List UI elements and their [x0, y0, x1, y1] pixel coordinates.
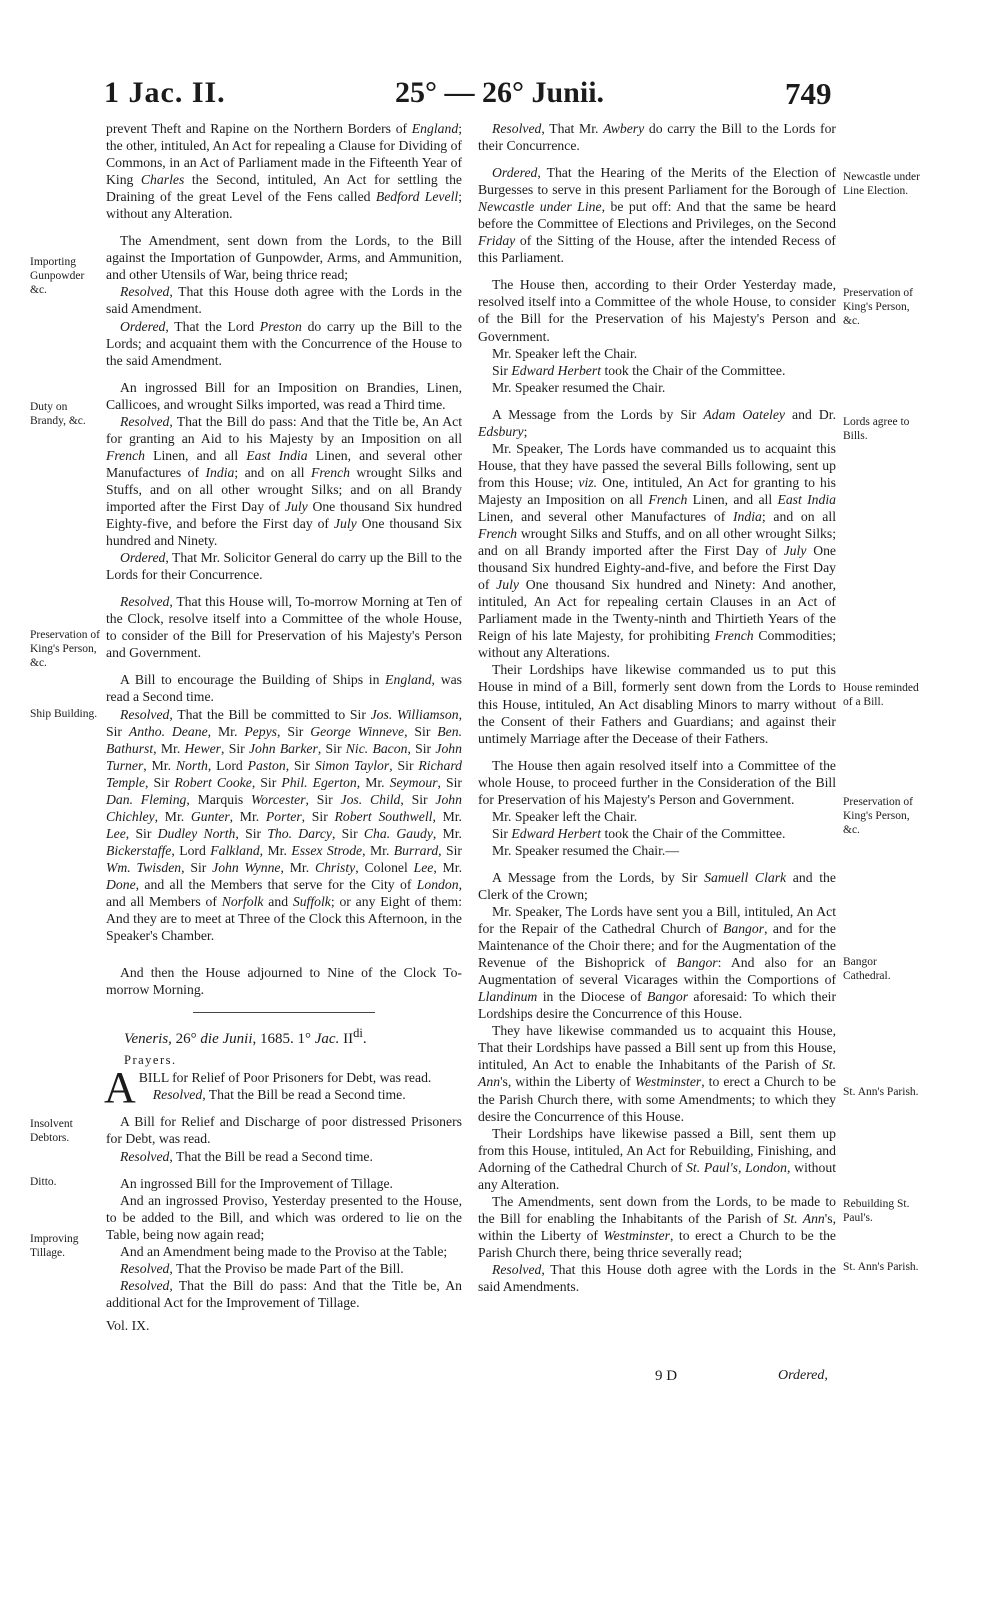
section-rule: [193, 1012, 375, 1013]
journal-paragraph: The Amendments, sent down from the Lords, to be made to the Bill for enabling the Inhabitants of the Parish of St. Ann's, within the Liberty of Westminster, to erect a Church to be the Parish Church there, being thrice severally read;: [478, 1193, 836, 1260]
journal-paragraph: An ingrossed Bill for an Imposition on Brandies, Linen, Callicoes, and wrought Silks imported, was read a Third time.: [106, 379, 462, 412]
journal-paragraph: Mr. Speaker, The Lords have commanded us to acquaint this House, that they have passed the several Bills following, sent up from this House; viz. One, intituled, An Act for granting to his Majesty an Imposition on all French Linen, and all East India Linen, and several other Manufactures of India; and on all French wrought Silks and Stuffs, and on all other wrought Silks; and on all Brandy imported after the First Day of July One thousand Six hundred Eighty-and-five, and before the First Day of July One thousand Six hundred and Ninety: And another, intituled, An Act for repealing certain Clauses in an Act of Parliament made in the Twenty-ninth and Thirtieth Years of the Reign of his late Majesty, for prohibiting French Commodities; without any Alterations.: [478, 440, 837, 661]
paragraph-gap: [478, 396, 836, 406]
margin-note-right: Preservation of King's Person, &c.: [843, 287, 913, 327]
paragraph-gap: [106, 369, 462, 379]
journal-paragraph: Resolved, That the Bill be read a Second time.: [120, 1148, 373, 1164]
drop-cap: A: [104, 1063, 136, 1113]
volume-signature: Vol. IX.: [106, 1317, 150, 1333]
journal-paragraph: And then the House adjourned to Nine of the Clock To-morrow Morning.: [106, 965, 462, 998]
margin-note-right: St. Ann's Parish.: [843, 1086, 919, 1098]
journal-paragraph: Mr. Speaker resumed the Chair.—: [492, 842, 680, 858]
journal-paragraph: Resolved, That this House doth agree with the Lords in the said Amendment.: [106, 284, 462, 317]
paragraph-gap: [106, 1103, 462, 1113]
paragraph-gap: [106, 954, 462, 964]
journal-paragraph: A Bill for Relief and Discharge of poor distressed Prisoners for Debt, was read.: [106, 1114, 462, 1147]
signature-mark: 9 D: [655, 1368, 678, 1384]
journal-paragraph: A Message from the Lords by Sir Adam Oateley and Dr. Edsbury;: [478, 406, 836, 439]
margin-note-left: Duty on Brandy, &c.: [30, 401, 86, 427]
journal-paragraph: Resolved, That the Proviso be made Part of the Bill.: [120, 1260, 404, 1276]
journal-paragraph: Resolved, That this House will, To-morrow Morning at Ten of the Clock, resolve itself into a Committee of the whole House, to consider of the Bill for Preservation of his Majesty's Person and Government.: [106, 594, 462, 661]
margin-note-left: Insolvent Debtors.: [30, 1118, 73, 1144]
margin-note-right: House reminded of a Bill.: [843, 682, 919, 708]
journal-paragraph: Resolved, That this House doth agree with the Lords in the said Amendments.: [478, 1262, 836, 1295]
journal-paragraph: ABILL for Relief of Poor Prisoners for Debt, was read.: [104, 1063, 432, 1113]
journal-paragraph: Sir Edward Herbert took the Chair of the Committee.: [492, 362, 786, 378]
margin-note-left: Ship Building.: [30, 708, 98, 720]
margin-note-left: Improving Tillage.: [30, 1233, 79, 1259]
margin-note-left: Importing Gunpowder &c.: [30, 256, 85, 296]
journal-paragraph: A Bill to encourage the Building of Ships in England, was read a Second time.: [106, 672, 462, 705]
journal-paragraph: An ingrossed Bill for the Improvement of Tillage.: [120, 1175, 393, 1191]
journal-paragraph: Ordered, That the Hearing of the Merits of the Election of Burgesses to serve in this present Parliament for the Borough of Newcastle under Line, be put off: And that the same be heard before the Committee of Elections and Privileges, on the Second Friday of the Sitting of the House, after the intended Recess of this Parliament.: [478, 165, 836, 266]
journal-paragraph: Sir Edward Herbert took the Chair of the Committee.: [492, 825, 786, 841]
journal-paragraph: Resolved, That the Bill be read a Second time.: [152, 1087, 406, 1103]
journal-paragraph: Their Lordships have likewise passed a Bill, sent them up from this House, intituled, An Act for Rebuilding, Finishing, and Adorning of the Cathedral Church of St. Paul's, London, without any Alteration.: [478, 1125, 837, 1192]
journal-paragraph: Ordered, That Mr. Solicitor General do carry up the Bill to the Lords for their Concurrence.: [106, 550, 462, 583]
page-number: 749: [785, 76, 832, 111]
margin-note-left: Preservation of King's Person, &c.: [30, 629, 100, 669]
journal-paragraph: And an Amendment being made to the Proviso at the Table;: [120, 1243, 448, 1259]
left-column: [106, 120, 462, 1334]
journal-paragraph: Resolved, That the Bill do pass: And that the Title be, An additional Act for the Improvement of Tillage.: [106, 1277, 462, 1310]
sitting-date-heading: Veneris, 26° die Junii, 1685. 1° Jac. $II^{di}$.: [124, 1026, 367, 1048]
paragraph-gap: [106, 222, 462, 232]
catchword: Ordered,: [778, 1368, 828, 1383]
margin-note-right: Lords agree to Bills.: [843, 416, 910, 442]
journal-paragraph: The House then, according to their Order Yesterday made, resolved itself into a Committee of the whole House, to consider of the Bill for the Preservation of his Majesty's Person and Government.: [478, 277, 836, 344]
margin-note-right: Newcastle under Line Election.: [843, 171, 920, 197]
paragraph-gap: [106, 661, 462, 671]
journal-paragraph: Their Lordships have likewise commanded us to put this House in mind of a Bill, formerly sent down from the Lords to this House, intituled, An Act disabling Minors to marry without the Consent of their Fathers and Guardians; and against their untimely Marriage after the Decease of their Fathers.: [478, 662, 836, 746]
journal-paragraph: prevent Theft and Rapine on the Northern Borders of England; the other, intituled, An Act for repealing a Clause for Dividing of Commons, in an Act of Parliament made in the Fifteenth Year of King Charles the Second, intituled, An Act for settling the Draining of the great Level of the Fens called Bedford Levell; without any Alteration.: [106, 121, 463, 222]
journal-paragraph: Mr. Speaker resumed the Chair.: [492, 379, 666, 395]
journal-paragraph: Mr. Speaker left the Chair.: [492, 345, 638, 361]
margin-note-right: Rebuilding St. Paul's.: [843, 1198, 910, 1224]
journal-paragraph: Ordered, That the Lord Preston do carry up the Bill to the Lords; and acquaint them with the Concurrence of the House to the said Amendment.: [106, 318, 462, 368]
journal-paragraph: A Message from the Lords, by Sir Samuell Clark and the Clerk of the Crown;: [478, 869, 836, 902]
journal-paragraph: The Amendment, sent down from the Lords, to the Bill against the Importation of Gunpowder, Arms, and Ammunition, and other Utensils of War, being thrice read;: [106, 233, 462, 283]
journal-paragraph: And an ingrossed Proviso, Yesterday presented to the House, to be added to the Bill, and which was ordered to lie on the Table, being now again read;: [106, 1192, 462, 1242]
journal-paragraph: They have likewise commanded us to acquaint this House, That their Lordships have passed a Bill sent up from this House, intituled, An Act to enable the Inhabitants of the Parish of St. Ann's, within the Liberty of Westminster, to erect a Church to be the Parish Church there, with some Amendments; to which they desire the Concurrence of this House.: [478, 1023, 836, 1124]
journal-paragraph: Mr. Speaker left the Chair.: [492, 808, 638, 824]
paragraph-gap: [106, 1165, 462, 1175]
margin-note-right: Bangor Cathedral.: [843, 956, 891, 982]
paragraph-gap: [478, 154, 836, 164]
paragraph-gap: [106, 583, 462, 593]
margin-note-right: Preservation of King's Person, &c.: [843, 796, 913, 836]
journal-paragraph: Resolved, That the Bill do pass: And that the Title be, An Act for granting an Aid to his Majesty by an Imposition on all French Linen, and all East India Linen, and several other Manufactures of India; and on all French wrought Silks and Stuffs, and on all other wrought Silks; and on all Brandy imported after the First Day of July One thousand Six hundred Eighty-five, and before the First day of July One thousand Six hundred and Ninety.: [106, 413, 463, 549]
running-head-left: 1 Jac. II.: [104, 76, 226, 109]
margin-note-right: St. Ann's Parish.: [843, 1261, 919, 1273]
right-column: [478, 120, 836, 1295]
margin-note-left: Ditto.: [30, 1176, 57, 1188]
paragraph-gap: [478, 747, 836, 757]
paragraph-gap: [478, 859, 836, 869]
journal-paragraph: Resolved, That the Bill be committed to Sir Jos. Williamson, Sir Antho. Deane, Mr. Pepys, Sir George Winneve, Sir Ben. Bathurst, Mr. Hewer, Sir John Barker, Sir Nic. Bacon, Sir John Turner, Mr. North, Lord Paston, Sir Simon Taylor, Sir Richard Temple, Sir Robert Cooke, Sir Phil. Egerton, Mr. Seymour, Sir Dan. Fleming, Marquis Worcester, Sir Jos. Child, Sir John Chichley, Mr. Gunter, Mr. Porter, Sir Robert Southwell, Mr. Lee, Sir Dudley North, Sir Tho. Darcy, Sir Cha. Gaudy, Mr. Bickerstaffe, Lord Falkland, Mr. Essex Strode, Mr. Burrard, Sir Wm. Twisden, Sir John Wynne, Mr. Christy, Colonel Lee, Mr. Done, and all the Members that serve for the City of London, and all Members of Norfolk and Suffolk; or any Eight of them: And they are to meet at Three of the Clock this Afternoon, in the Speaker's Chamber.: [106, 706, 463, 944]
journal-paragraph: Resolved, That Mr. Awbery do carry the Bill to the Lords for their Concurrence.: [478, 121, 836, 154]
paragraph-gap: [478, 266, 836, 276]
prayers-heading: Prayers.: [124, 1053, 177, 1068]
running-head-date: 25° — 26° Junii.: [395, 76, 605, 109]
journal-paragraph: The House then again resolved itself into a Committee of the whole House, to proceed further in the Consideration of the Bill for Preservation of his Majesty's Person and Government.: [478, 757, 836, 807]
journal-paragraph: Mr. Speaker, The Lords have sent you a Bill, intituled, An Act for the Repair of the Cathedral Church of Bangor, and for the Maintenance of the Choir there; and for the Augmentation of the Revenue of the Bishoprick of Bangor: And also for an Augmentation of several Vicarages within the Comportions of Llandinum in the Diocese of Bangor aforesaid: To which their Lordships desire the Concurrence of this House.: [478, 904, 837, 1022]
paragraph-gap: [106, 944, 462, 954]
